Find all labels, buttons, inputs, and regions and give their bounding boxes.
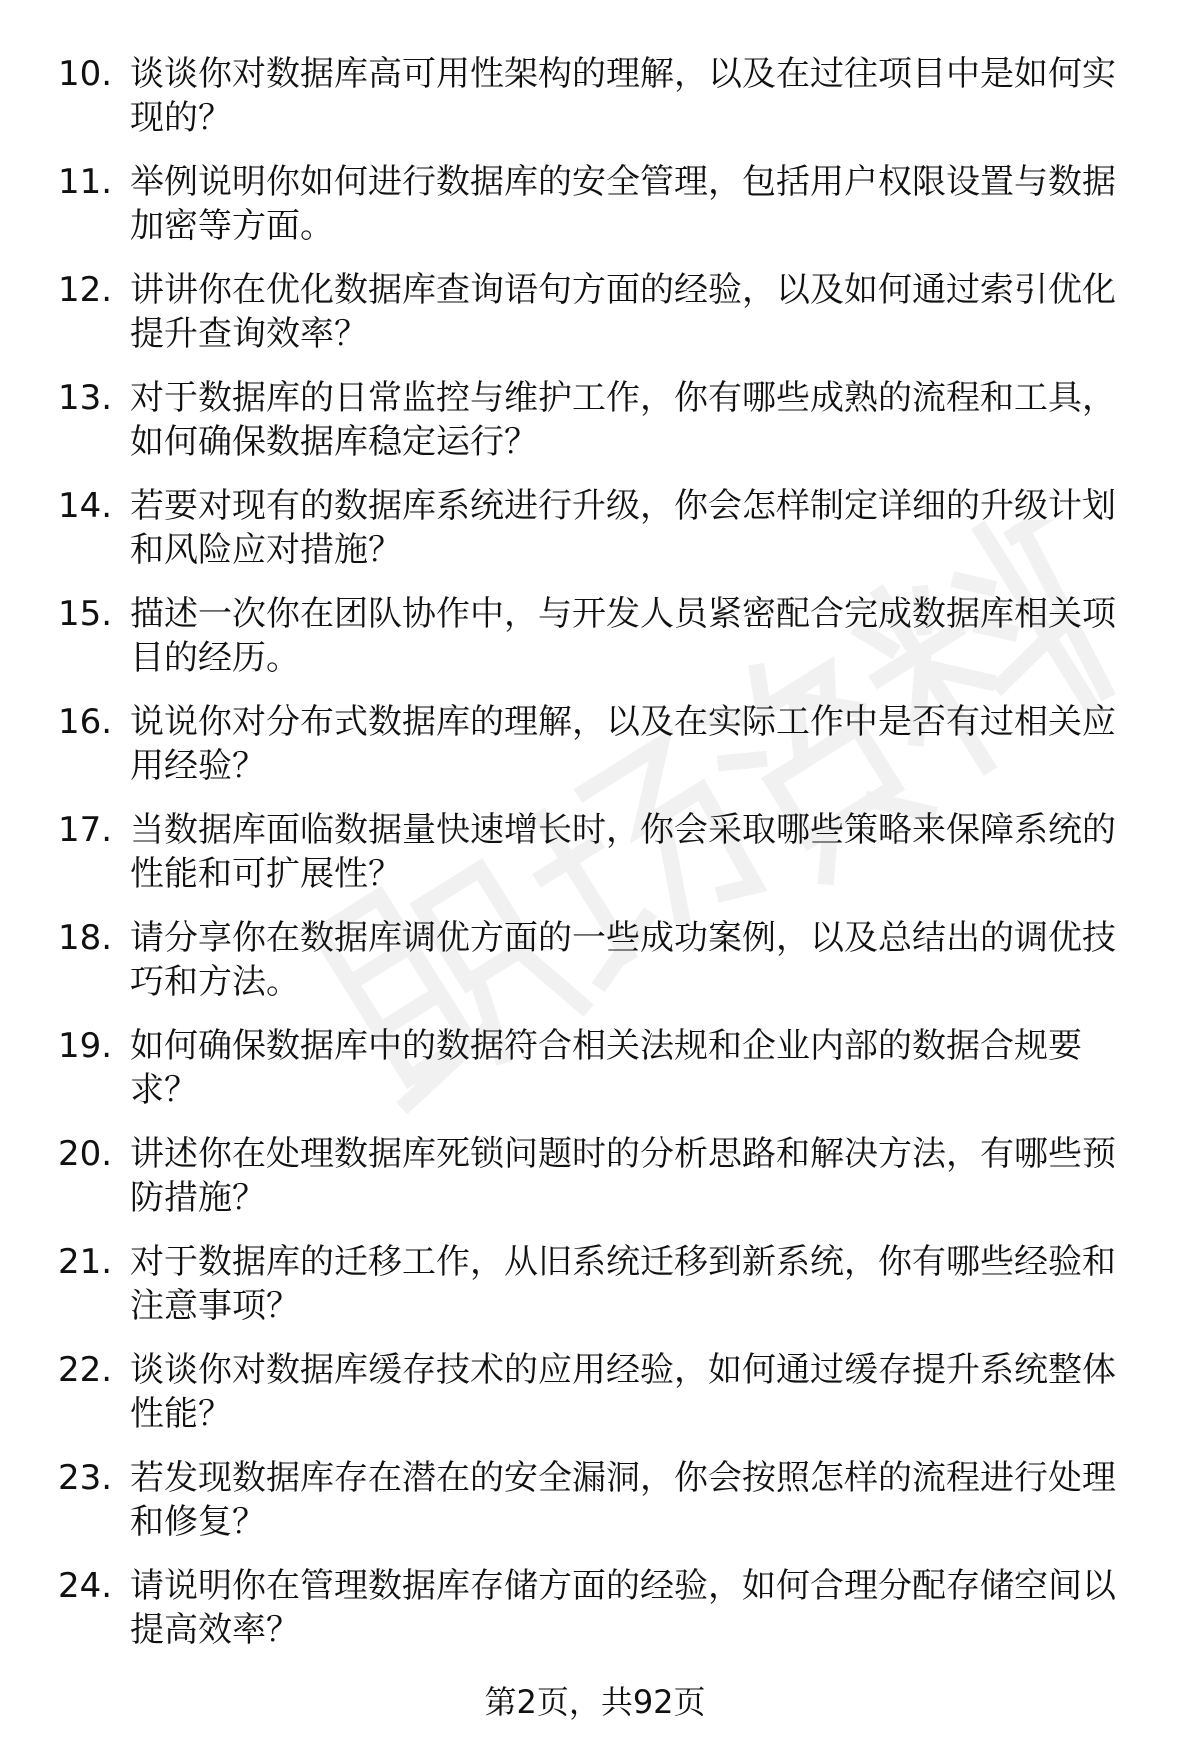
question-item-12 (58, 268, 1148, 376)
question-text: 当数据库面临数据量快速增长时，你会采取哪些策略来保障系统的性能和可扩展性？ (130, 810, 1116, 894)
question-item-15 (58, 592, 1148, 700)
question-number: 22. (58, 1350, 113, 1390)
question-number: 20. (58, 1134, 113, 1174)
page-number-footer: 第2页，共92页 (484, 1683, 706, 1721)
question-text: 说说你对分布式数据库的理解，以及在实际工作中是否有过相关应用经验？ (130, 702, 1116, 786)
question-item-14 (58, 484, 1148, 592)
question-number: 17. (58, 810, 113, 850)
question-item-10 (58, 52, 1148, 160)
question-number: 19. (58, 1026, 113, 1066)
question-item-19 (58, 1024, 1148, 1132)
question-number: 12. (58, 270, 113, 310)
question-number: 15. (58, 594, 113, 634)
question-number: 16. (58, 702, 113, 742)
question-number: 24. (58, 1566, 113, 1606)
question-item-21 (58, 1240, 1148, 1348)
question-text: 请分享你在数据库调优方面的一些成功案例，以及总结出的调优技巧和方法。 (130, 918, 1116, 1002)
question-number: 13. (58, 378, 113, 418)
question-number: 23. (58, 1458, 113, 1498)
question-text: 请说明你在管理数据库存储方面的经验，如何合理分配存储空间以提高效率？ (130, 1566, 1116, 1650)
question-item-17 (58, 808, 1148, 916)
question-item-18 (58, 916, 1148, 1024)
question-text: 讲述你在处理数据库死锁问题时的分析思路和解决方法，有哪些预防措施？ (130, 1134, 1116, 1218)
question-item-23 (58, 1456, 1148, 1564)
question-number: 14. (58, 486, 113, 526)
question-text: 讲讲你在优化数据库查询语句方面的经验，以及如何通过索引优化提升查询效率？ (130, 270, 1116, 354)
question-item-11 (58, 160, 1148, 268)
question-text: 谈谈你对数据库缓存技术的应用经验，如何通过缓存提升系统整体性能？ (130, 1350, 1116, 1434)
question-text: 谈谈你对数据库高可用性架构的理解，以及在过往项目中是如何实现的？ (130, 54, 1116, 138)
question-text: 对于数据库的日常监控与维护工作，你有哪些成熟的流程和工具，如何确保数据库稳定运行？ (130, 378, 1116, 462)
question-text: 若要对现有的数据库系统进行升级，你会怎样制定详细的升级计划和风险应对措施？ (130, 486, 1116, 570)
question-item-22 (58, 1348, 1148, 1456)
question-text: 描述一次你在团队协作中，与开发人员紧密配合完成数据库相关项目的经历。 (130, 594, 1116, 678)
question-item-13 (58, 376, 1148, 484)
question-list (58, 52, 1148, 1672)
question-text: 对于数据库的迁移工作，从旧系统迁移到新系统，你有哪些经验和注意事项？ (130, 1242, 1116, 1326)
question-text: 如何确保数据库中的数据符合相关法规和企业内部的数据合规要求？ (130, 1026, 1082, 1110)
question-number: 21. (58, 1242, 113, 1282)
question-number: 18. (58, 918, 113, 958)
question-text: 举例说明你如何进行数据库的安全管理，包括用户权限设置与数据加密等方面。 (130, 162, 1116, 246)
question-item-24 (58, 1564, 1148, 1672)
question-item-20 (58, 1132, 1148, 1240)
question-number: 11. (58, 162, 113, 202)
question-item-16 (58, 700, 1148, 808)
question-text: 若发现数据库存在潜在的安全漏洞，你会按照怎样的流程进行处理和修复？ (130, 1458, 1116, 1542)
question-number: 10. (58, 54, 113, 94)
